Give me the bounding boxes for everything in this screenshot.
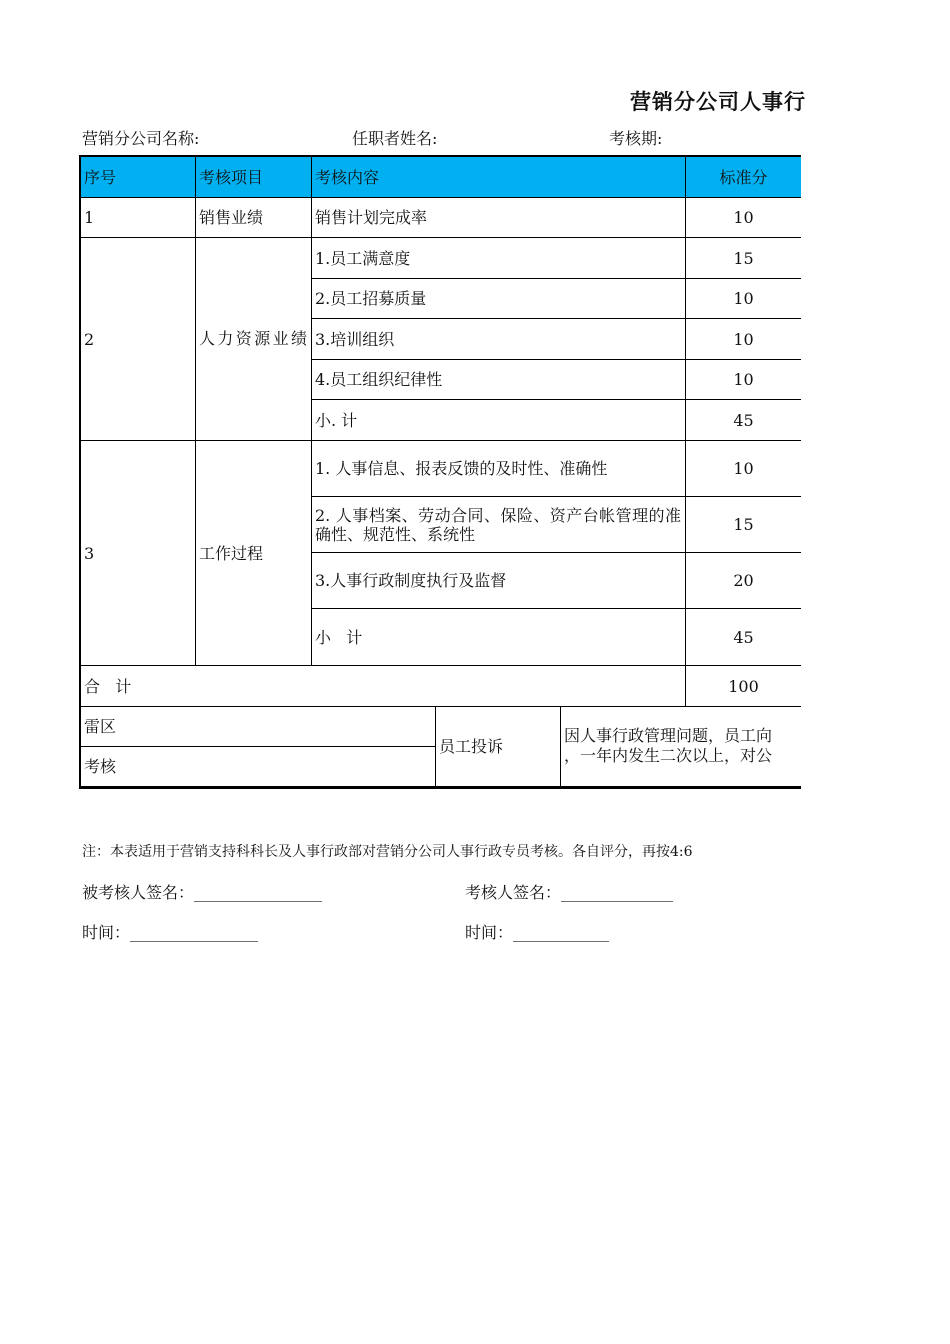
group3-content-2-text: 2. 人事档案、劳动合同、保险、资产台帐管理的准确性、规范性、系统性: [315, 505, 681, 544]
assessment-period-label: 考核期:: [609, 129, 663, 148]
group2-subtotal-score: 45: [686, 400, 801, 441]
row1-item: 销售业绩: [196, 198, 312, 238]
header-no: 序号: [81, 157, 196, 198]
group2-score-3: 10: [686, 319, 801, 360]
footnote: 注：本表适用于营销支持科科长及人事行政部对营销分公司人事行政专员考核。各自评分，再按4:6: [82, 844, 693, 860]
employee-name-label: 任职者姓名:: [352, 129, 438, 148]
group2-no: 2: [81, 238, 196, 441]
form-title: 营销分公司人事行: [630, 89, 806, 114]
group3-score-2: 15: [686, 497, 801, 553]
group3-item: 工作过程: [196, 441, 312, 666]
table-border-left: [79, 155, 81, 789]
assessee-date: 时间：________________: [82, 923, 259, 942]
header-score: 标准分: [686, 157, 801, 198]
group2-content-3: 3.培训组织: [312, 319, 686, 360]
total-score: 100: [686, 666, 801, 707]
assessor-date: 时间：____________: [465, 923, 610, 942]
minefield-desc-line1: 因人事行政管理问题，员工向: [564, 726, 773, 745]
group2-item-text: 人力资源业绩: [199, 329, 307, 348]
table-border-top: [79, 155, 801, 157]
group3-content-2: [312, 497, 686, 553]
group3-score-1: 10: [686, 441, 801, 497]
total-label: 合 计: [81, 666, 686, 707]
group2-subtotal-label: 小. 计: [312, 400, 686, 441]
minefield-label-top: 雷区: [81, 707, 436, 747]
group2-item: [196, 238, 312, 441]
group2-content-1: 1.员工满意度: [312, 238, 686, 279]
header-item: 考核项目: [196, 157, 312, 198]
header-content: 考核内容: [312, 157, 686, 198]
assessee-signature: 被考核人签名：________________: [82, 883, 323, 902]
minefield-label-bottom: 考核: [81, 747, 436, 786]
row1-content: 销售计划完成率: [312, 198, 686, 238]
group2-content-2: 2.员工招募质量: [312, 279, 686, 319]
minefield-category: 员工投诉: [436, 707, 561, 786]
minefield-description: [561, 707, 801, 786]
table-border-bottom: [79, 786, 801, 789]
company-name-label: 营销分公司名称:: [82, 129, 200, 148]
assessment-table: [79, 155, 801, 789]
group3-subtotal-score: 45: [686, 609, 801, 666]
group3-no: 3: [81, 441, 196, 666]
group3-content-1: 1. 人事信息、报表反馈的及时性、准确性: [312, 441, 686, 497]
minefield-desc-line2: ，一年内发生二次以上，对公: [564, 746, 773, 765]
group2-score-4: 10: [686, 360, 801, 400]
assessor-signature: 考核人签名：______________: [465, 883, 674, 902]
group2-score-1: 15: [686, 238, 801, 279]
group3-subtotal-label: 小 计: [312, 609, 686, 666]
group3-content-3: 3.人事行政制度执行及监督: [312, 553, 686, 609]
group2-score-2: 10: [686, 279, 801, 319]
group2-content-4: 4.员工组织纪律性: [312, 360, 686, 400]
row1-no: 1: [81, 198, 196, 238]
group3-score-3: 20: [686, 553, 801, 609]
row1-score: 10: [686, 198, 801, 238]
